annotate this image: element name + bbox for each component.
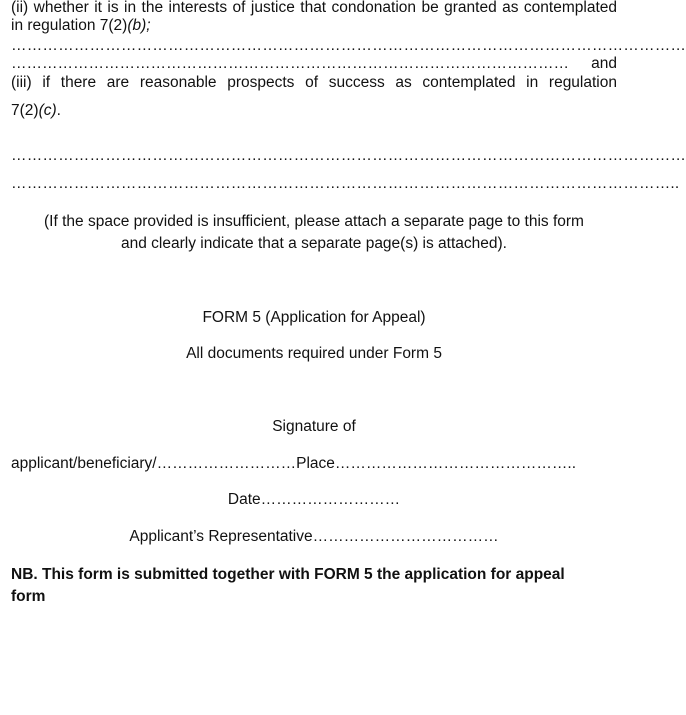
applicant-place-line	[11, 454, 617, 474]
place-label: Place	[296, 455, 335, 472]
section-iii-regulation-text: 7(2)	[11, 102, 39, 119]
section-ii-answer-line-1: …………………………………………………………………………………………………………………	[11, 37, 686, 54]
signature-label: Signature of	[272, 418, 356, 435]
date-field: ………………………	[260, 491, 401, 508]
applicant-label: applicant/beneficiary/	[11, 455, 157, 472]
section-ii-line-2	[11, 16, 617, 36]
nb-line-1: NB. This form is submitted together with FORM 5 the application for appeal	[11, 566, 565, 583]
section-c-form-line: FORM 5 (Application for Appeal)	[202, 309, 426, 326]
section-iii-answer-line-1: …………………………………………………………………………………………………………………	[11, 147, 686, 164]
section-ii-regulation-ref: (b);	[127, 17, 151, 34]
section-ii-regulation-text: in regulation 7(2)	[11, 17, 128, 34]
section-ii-and: and	[591, 55, 617, 72]
section-ii-answer-dots: ………………………………………………………………………………………………	[11, 55, 569, 72]
date-line	[11, 490, 617, 510]
section-iii-regulation-ref: (c)	[38, 102, 57, 119]
representative-label: Applicant’s Representative	[129, 528, 313, 545]
nb-line-2: form	[11, 588, 46, 605]
section-c-docs-line: All documents required under Form 5	[186, 345, 442, 362]
section-iii-answer-line-2: ………………………………………………………………………………………………………………..	[11, 175, 680, 192]
notice-line-2: and clearly indicate that a separate page(s) is attached).	[120, 235, 507, 252]
section-iii-period: .	[56, 102, 61, 119]
date-label: Date	[227, 491, 261, 508]
representative-line	[11, 527, 617, 547]
section-ii-line-1: (ii) whether it is in the interests of justice that condonation be granted as contemplated	[11, 0, 617, 16]
applicant-signature-field: ………………………	[156, 455, 297, 472]
notice-line-1: (If the space provided is insufficient, please attach a separate page to this form	[44, 213, 584, 230]
representative-field: ………………………………	[312, 528, 499, 545]
place-field: ………………………………………..	[334, 455, 577, 472]
section-iii-line-2	[11, 101, 617, 121]
section-ii-answer-line-2	[11, 54, 617, 74]
section-iii-line-1: (iii) if there are reasonable prospects of success as contemplated in regulation	[11, 74, 617, 91]
